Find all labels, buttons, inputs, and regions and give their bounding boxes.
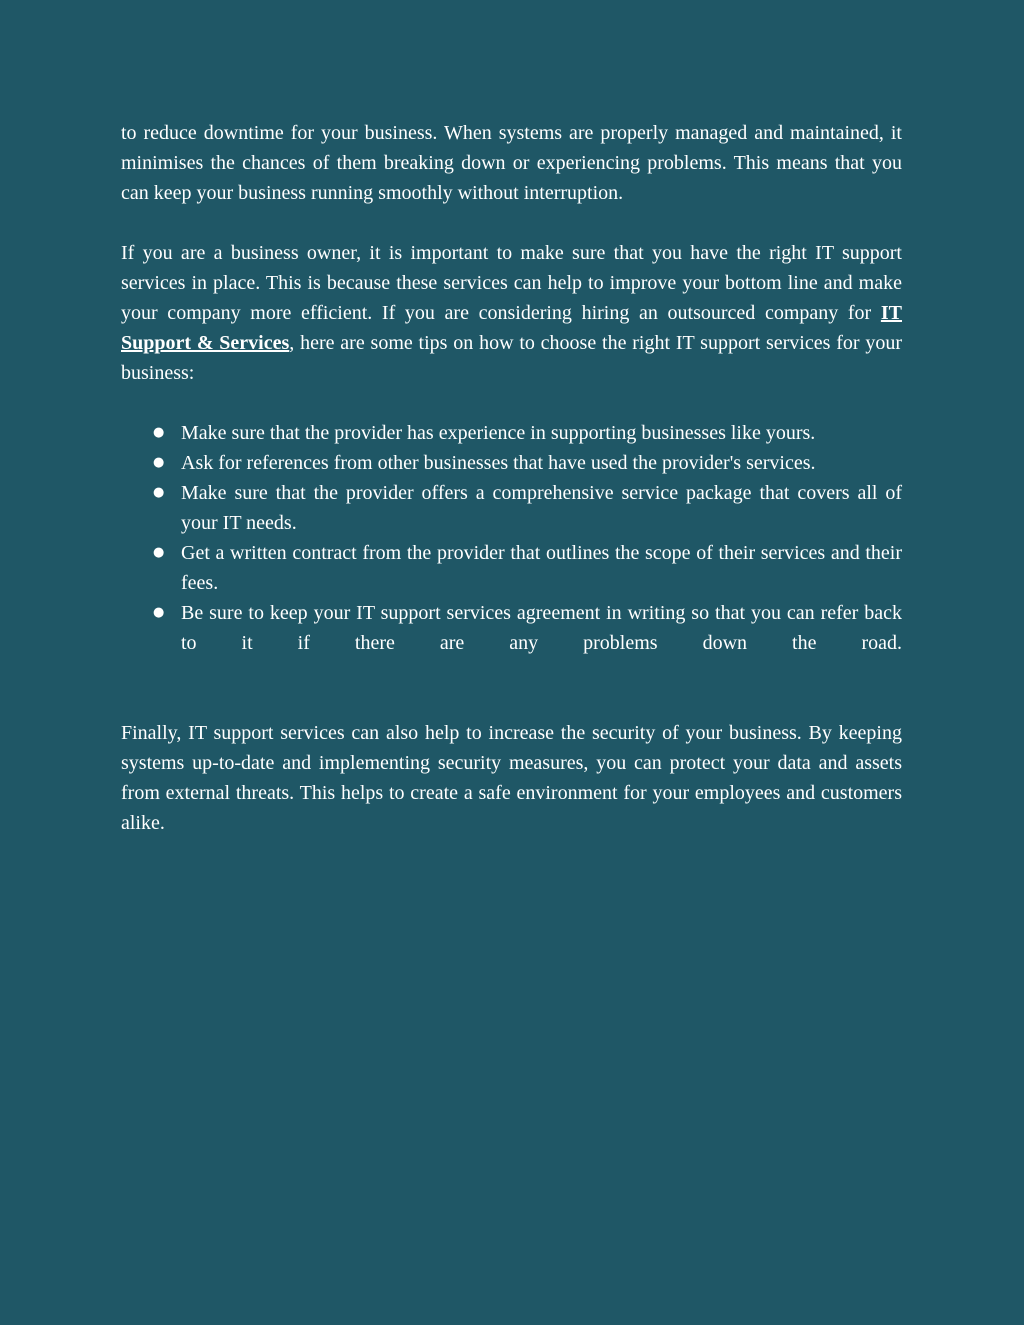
list-item [121,418,902,448]
bullet-icon: ● [153,545,165,560]
tips-list [121,418,902,658]
business-owner-paragraph [121,238,902,388]
business-owner-text-end: , here are some tips on how to choose the right IT support services for your business: [121,332,902,384]
intro-paragraph: to reduce downtime for your business. When systems are properly managed and maintained, it minimises the chances of them breaking down or experiencing problems. This means that you can keep your business running smoothly without interruption. [121,122,902,204]
it-support-services-link[interactable]: IT Support & Services [121,302,902,354]
list-item [121,478,902,538]
bullet-icon: ● [153,455,165,470]
list-item-text: Be sure to keep your IT support services agreement in writing so that you can refer back to it if there are any problems down the road. [181,602,902,654]
list-item-text: Make sure that the provider has experience in supporting businesses like yours. [181,422,816,444]
list-item [121,448,902,478]
bullet-icon: ● [153,425,165,440]
list-item [121,538,902,598]
list-item-text: Make sure that the provider offers a comprehensive service package that covers all of your IT needs. [181,482,902,534]
list-item [121,598,902,658]
closing-paragraph: Finally, IT support services can also help to increase the security of your business. By keeping systems up-to-date and implementing security measures, you can protect your data and assets from external threats. This helps to create a safe environment for your employees and customers alike. [121,722,902,834]
bullet-icon: ● [153,605,165,620]
business-owner-text-start: If you are a business owner, it is important to make sure that you have the right IT support services in place. This is because these services can help to improve your bottom line and make your company more efficient. If you are considering hiring an outsourced company for [121,242,902,324]
list-item-text: Ask for references from other businesses that have used the provider's services. [181,452,816,474]
document-body [121,118,902,838]
bullet-icon: ● [153,485,165,500]
list-item-text: Get a written contract from the provider that outlines the scope of their services and their fees. [181,542,902,594]
